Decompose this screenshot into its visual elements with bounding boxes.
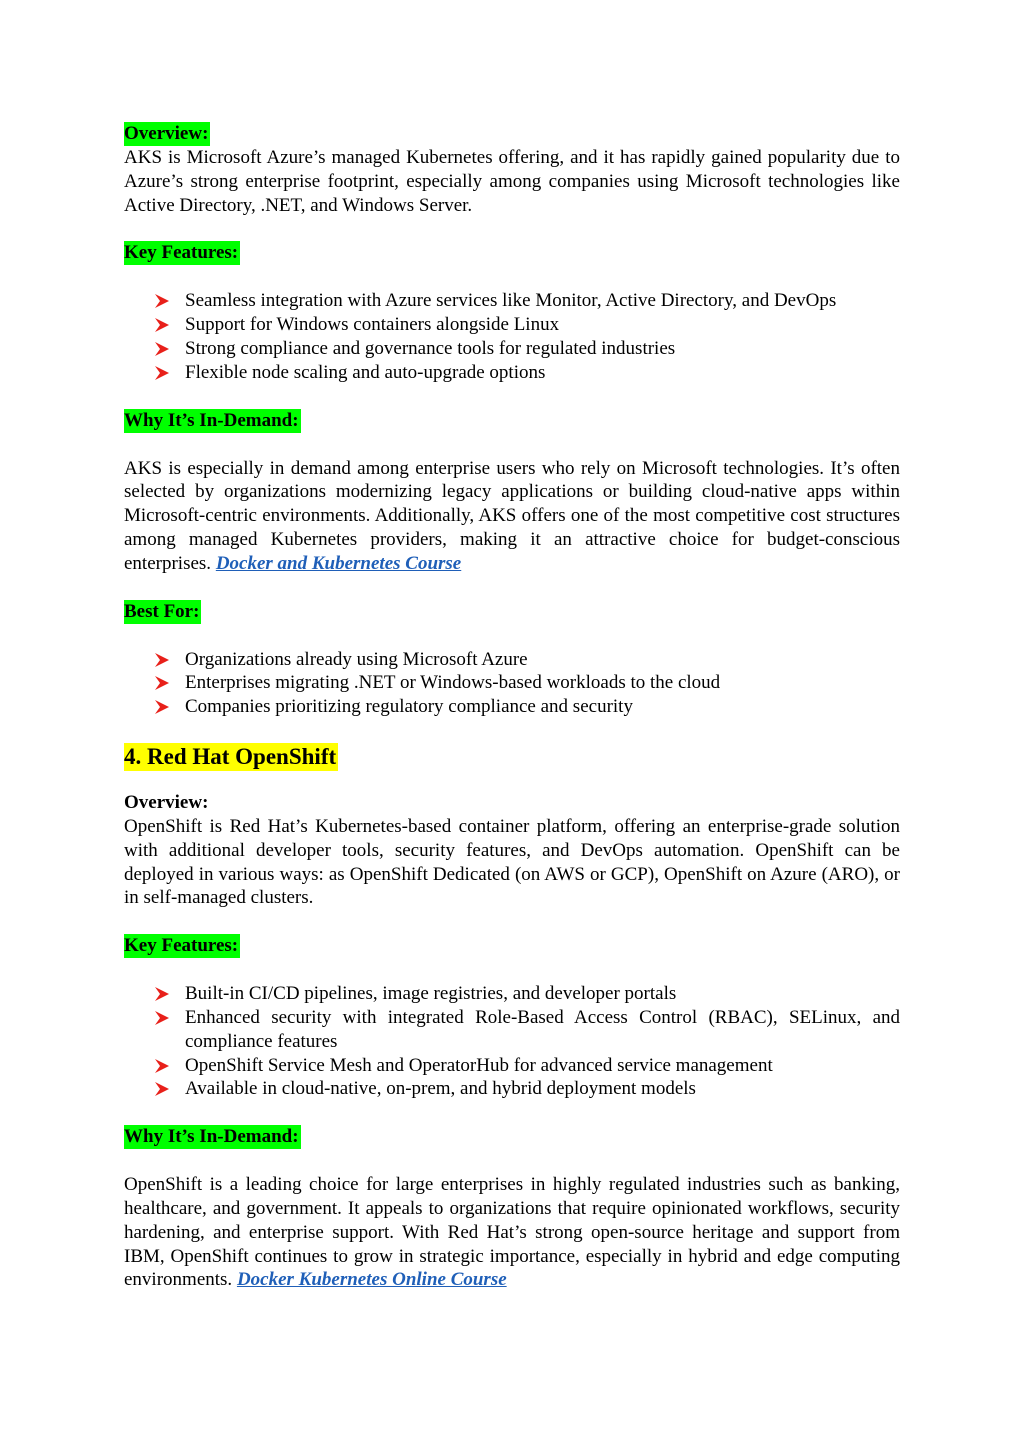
openshift-overview-heading: Overview:	[124, 791, 209, 813]
openshift-title-section	[124, 743, 900, 771]
list-item: Seamless integration with Azure services like Monitor, Active Directory, and DevOps	[185, 289, 900, 313]
list-item: Enhanced security with integrated Role-Based Access Control (RBAC), SELinux, and compliance features	[185, 1006, 900, 1054]
arrowhead-bullet-icon	[155, 1059, 169, 1073]
openshift-features-heading: Key Features:	[124, 935, 239, 957]
openshift-overview-section	[124, 791, 900, 910]
arrowhead-bullet-icon	[155, 676, 169, 690]
arrowhead-bullet-icon	[155, 1011, 169, 1025]
arrowhead-bullet-icon	[155, 342, 169, 356]
aks-overview-heading: Overview:	[124, 123, 209, 144]
list-item: Built-in CI/CD pipelines, image registries, and developer portals	[185, 982, 900, 1006]
list-item: Strong compliance and governance tools for regulated industries	[185, 337, 900, 361]
openshift-demand-text: OpenShift is a leading choice for large enterprises in highly regulated industries such as banking, healthcare, and government. It appeals to organizations that require opinionated workflows, security hardening, and enterprise support. With Red Hat’s strong open-source heritage and support from IBM, OpenShift continues to grow in strategic importance, especially in hybrid and edge computing environments. Docker Kubernetes Online Course	[124, 1174, 900, 1291]
arrowhead-bullet-icon	[155, 1082, 169, 1096]
docker-kubernetes-online-course-link[interactable]: Docker Kubernetes Online Course	[236, 1269, 507, 1291]
arrowhead-bullet-icon	[155, 653, 169, 667]
openshift-demand-section	[124, 1125, 900, 1292]
aks-features-list	[124, 289, 900, 384]
aks-best-section	[124, 600, 900, 719]
aks-overview-section	[124, 122, 900, 217]
openshift-features-list	[124, 982, 900, 1101]
aks-demand-heading: Why It’s In-Demand:	[124, 409, 299, 431]
list-item: Support for Windows containers alongside Linux	[185, 313, 900, 337]
list-item: Flexible node scaling and auto-upgrade options	[185, 361, 900, 385]
aks-demand-section	[124, 409, 900, 576]
list-item: Organizations already using Microsoft Azure	[185, 648, 900, 672]
arrowhead-bullet-icon	[155, 700, 169, 714]
list-item: Companies prioritizing regulatory compliance and security	[185, 695, 900, 719]
list-item: OpenShift Service Mesh and OperatorHub for advanced service management	[185, 1054, 900, 1078]
aks-best-heading: Best For:	[124, 600, 200, 622]
docker-kubernetes-course-link[interactable]: Docker and Kubernetes Course	[215, 552, 462, 574]
arrowhead-bullet-icon	[155, 294, 169, 308]
aks-features-section	[124, 241, 900, 384]
arrowhead-bullet-icon	[155, 987, 169, 1001]
openshift-title: 4. Red Hat OpenShift	[124, 743, 337, 769]
openshift-overview-text: OpenShift is Red Hat’s Kubernetes-based container platform, offering an enterprise-grade solution with additional developer tools, security features, and DevOps automation. OpenShift can be deployed in various ways: as OpenShift Dedicated (on AWS or GCP), OpenShift on Azure (ARO), or in self-managed clusters.	[124, 815, 900, 909]
aks-demand-text: AKS is especially in demand among enterprise users who rely on Microsoft technologies. It’s often selected by organizations modernizing legacy applications or building cloud-native apps within Microsoft-centric environments. Additionally, AKS offers one of the most competitive cost structures among managed Kubernetes providers, making it an attractive choice for budget-conscious enterprises. Docker and Kubernetes Course	[124, 457, 900, 574]
list-item: Enterprises migrating .NET or Windows-based workloads to the cloud	[185, 671, 900, 695]
openshift-features-section	[124, 934, 900, 1101]
aks-features-heading: Key Features:	[124, 242, 239, 264]
list-item: Available in cloud-native, on-prem, and hybrid deployment models	[185, 1077, 900, 1101]
openshift-demand-heading: Why It’s In-Demand:	[124, 1126, 299, 1148]
arrowhead-bullet-icon	[155, 366, 169, 380]
aks-overview-text: AKS is Microsoft Azure’s managed Kubernetes offering, and it has rapidly gained popularity due to Azure’s strong enterprise footprint, especially among companies using Microsoft technologies like Active Directory, .NET, and Windows Server.	[124, 147, 900, 216]
arrowhead-bullet-icon	[155, 318, 169, 332]
aks-best-list	[124, 648, 900, 719]
